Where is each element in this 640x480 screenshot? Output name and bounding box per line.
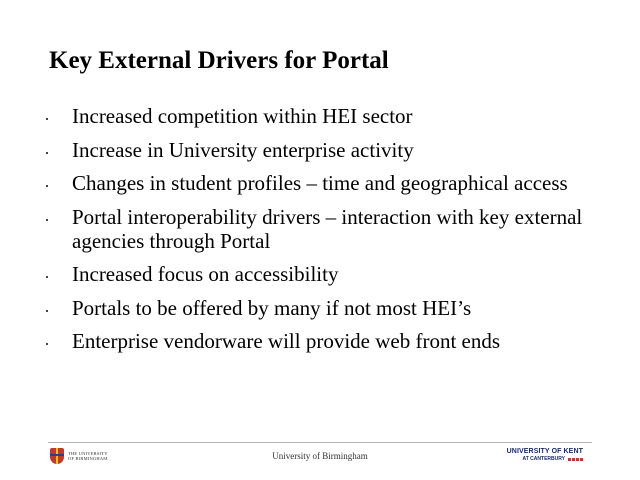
bullet-text: Increase in University enterprise activity	[72, 137, 414, 162]
bullet-text: Portal interoperability drivers – interaction with key external agencies through Portal	[72, 204, 583, 253]
slide-title: Key External Drivers for Portal	[49, 47, 389, 74]
bullet-item	[46, 138, 606, 162]
bullet-text: Enterprise vendorware will provide web front ends	[72, 329, 501, 353]
bullet-item	[46, 171, 606, 195]
bullet-marker-icon	[46, 219, 48, 221]
bullet-text: Increased competition within HEI sector	[72, 104, 413, 128]
bullet-list	[46, 104, 606, 363]
kent-logo	[507, 448, 583, 462]
bullet-marker-icon	[46, 276, 48, 278]
kent-logo-sub-row	[523, 456, 584, 462]
kent-logo-sub: AT CANTERBURY	[522, 456, 565, 462]
bullet-item	[46, 205, 606, 253]
birmingham-wordmark-line2: OF BIRMINGHAM	[68, 456, 108, 461]
bullet-marker-icon	[46, 118, 48, 120]
bullet-marker-icon	[46, 185, 48, 187]
bullet-item	[46, 329, 606, 353]
birmingham-wordmark-line1: THE UNIVERSITY	[68, 451, 108, 456]
bullet-item	[46, 104, 606, 128]
kent-logo-marks-icon	[568, 458, 583, 461]
footer-institution-name: University of Birmingham	[272, 451, 368, 461]
bullet-marker-icon	[46, 152, 48, 154]
bullet-item	[46, 296, 606, 320]
bullet-marker-icon	[46, 343, 48, 345]
bullet-text: Changes in student profiles – time and geographical access	[72, 171, 568, 195]
bullet-text: Portals to be offered by many if not most HEI’s	[72, 295, 472, 320]
bullet-marker-icon	[46, 310, 48, 312]
bullet-text: Increased focus on accessibility	[72, 262, 339, 286]
kent-logo-main: UNIVERSITY OF KENT	[506, 448, 583, 455]
bullet-item	[46, 262, 606, 286]
footer-divider	[48, 442, 592, 443]
